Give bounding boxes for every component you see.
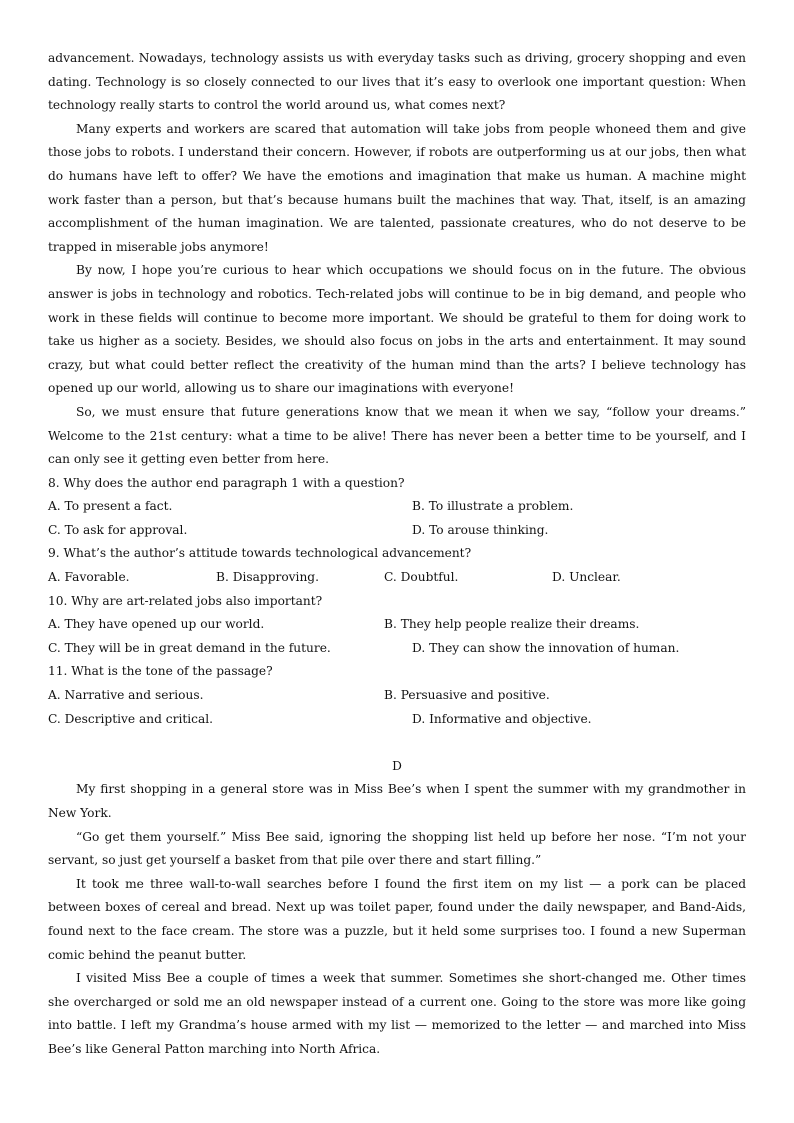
question-stem: 10. Why are art-related jobs also important?: [48, 593, 323, 608]
question-stem: 9. What’s the author’s attitude towards technological advancement?: [48, 546, 472, 561]
option-b[interactable]: B. To illustrate a problem.: [412, 499, 574, 514]
question-11: [48, 660, 746, 731]
options-row: [48, 566, 746, 590]
passage-d-paragraph-1: My first shopping in a general store was in Miss Bee’s when I spent the summer with my grandmother in New York.: [48, 782, 746, 820]
options-row: [48, 708, 746, 732]
passage-c-paragraph-3: By now, I hope you’re curious to hear which occupations we should focus on in the future. The obvious answer is jobs in technology and robotics. Tech-related jobs will continue to be in big demand, and people who work in these fields will continue to become more important. We should be grateful to them for doing work to take us higher as a society. Besides, we should also focus on jobs in the arts and entertainment. It may sound crazy, but what could better reflect the creativity of the human mind than the arts? I believe technology has opened up our world, allowing us to share our imaginations with everyone!: [48, 263, 746, 396]
option-b[interactable]: B. Disapproving.: [216, 570, 319, 585]
options-row: [48, 495, 746, 519]
option-d[interactable]: D. To arouse thinking.: [412, 522, 549, 537]
option-a[interactable]: A. They have opened up our world.: [48, 617, 265, 632]
option-c[interactable]: C. Doubtful.: [384, 570, 459, 585]
options-row: [48, 613, 746, 637]
passage-c-paragraph-2: Many experts and workers are scared that automation will take jobs from people whoneed them and give those jobs to robots. I understand their concern. However, if robots are outperforming us at our jobs, then what do humans have left to offer? We have the emotions and imagination that make us human. A machine might work faster than a person, but that’s because humans built the machines that way. That, itself, is an amazing accomplishment of the human imagination. We are talented, passionate creatures, who do not deserve to be trapped in miserable jobs anymore!: [48, 121, 746, 254]
option-c[interactable]: C. They will be in great demand in the future.: [48, 640, 331, 655]
options-row: [48, 684, 746, 708]
passage-d-paragraph-3: It took me three wall-to-wall searches before I found the first item on my list — a pork can be placed between boxes of cereal and bread. Next up was toilet paper, found under the daily newspaper, and Band-Aids, found next to the face cream. The store was a puzzle, but it held some surprises too. I found a new Superman comic behind the peanut butter.: [48, 876, 746, 962]
passage-c-paragraph-1: advancement. Nowadays, technology assists us with everyday tasks such as driving, grocery shopping and even dating. Technology is so closely connected to our lives that it’s easy to overlook one important question: When technology really starts to control the world around us, what comes next?: [48, 51, 746, 113]
question-8: [48, 472, 746, 543]
question-stem: 8. Why does the author end paragraph 1 with a question?: [48, 475, 405, 490]
exam-page: [48, 47, 746, 1062]
option-b[interactable]: B. They help people realize their dreams.: [384, 617, 640, 632]
option-b[interactable]: B. Persuasive and positive.: [384, 688, 550, 703]
option-d[interactable]: D. Informative and objective.: [412, 711, 592, 726]
passage-d-title: D: [392, 758, 402, 773]
option-d[interactable]: D. They can show the innovation of human.: [412, 640, 680, 655]
option-c[interactable]: C. To ask for approval.: [48, 522, 188, 537]
option-d[interactable]: D. Unclear.: [552, 570, 621, 585]
option-a[interactable]: A. Narrative and serious.: [48, 688, 204, 703]
option-a[interactable]: A. Favorable.: [48, 570, 130, 585]
options-row: [48, 637, 746, 661]
passage-d-paragraph-4: I visited Miss Bee a couple of times a week that summer. Sometimes she short-changed me. Other times she overcharged or sold me an old newspaper instead of a current one. Going to the store was more like going into battle. I left my Grandma’s house armed with my list — memorized to the letter — and marched into Miss Bee’s like General Patton marching into North Africa.: [48, 971, 746, 1056]
passage-d-paragraph-2: “Go get them yourself.” Miss Bee said, ignoring the shopping list held up before her nose. “I’m not your servant, so just get yourself a basket from that pile over there and start filling.”: [48, 829, 746, 868]
question-10: [48, 590, 746, 661]
question-9: [48, 542, 746, 589]
option-c[interactable]: C. Descriptive and critical.: [48, 711, 213, 726]
passage-c-paragraph-4: So, we must ensure that future generations know that we mean it when we say, “follow your dreams.” Welcome to the 21st century: what a time to be alive! There has never been a better time to be yourself, and I can only see it getting even better from here.: [48, 404, 746, 467]
option-a[interactable]: A. To present a fact.: [48, 499, 173, 514]
options-row: [48, 519, 746, 543]
question-stem: 11. What is the tone of the passage?: [48, 664, 273, 679]
